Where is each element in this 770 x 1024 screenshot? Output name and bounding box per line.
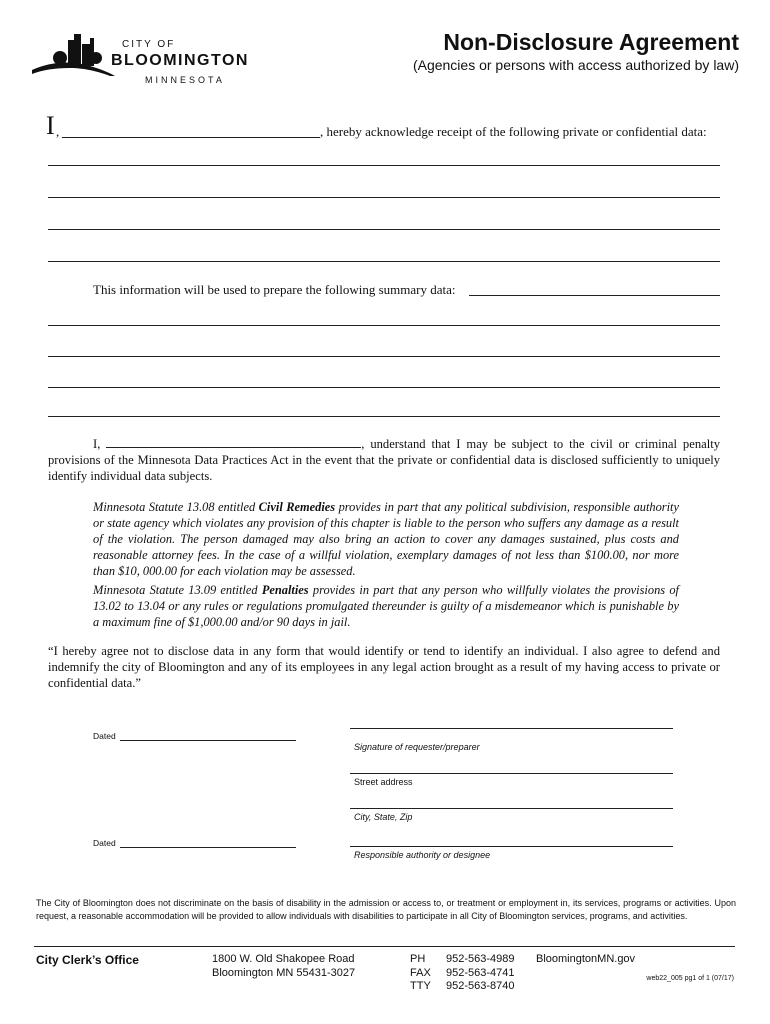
summary-line-4[interactable]: [48, 416, 720, 417]
intro-big-letter: I: [46, 111, 55, 140]
page-subtitle: (Agencies or persons with access authorized by law): [412, 57, 739, 73]
statute-1-bold: Civil Remedies: [258, 500, 336, 514]
statute-2-post: provides in part that any person who willfully violates the provisions of 13.02 to 13.04 or any rules or regulations promulgated thereunder is guilty of a misdemeanor which is punishable by a maximum fine of $1,000.00 and/or 90 days in jail.: [93, 583, 679, 629]
penalty-text: , understand that I may be subject to the civil or criminal penalty provisions of the Minnesota Data Practices Act in the event that the private or confidential data is disclosed sufficiently to uniquely identify individual data subjects.: [48, 437, 721, 483]
signature-field[interactable]: [350, 728, 673, 729]
name-field-2[interactable]: [106, 436, 361, 448]
street-address-field[interactable]: [350, 773, 673, 774]
agreement-quote: “I hereby agree not to disclose data in any form that would identify or tend to identify an individual. I also agree to defend and indemnify the city of Bloomington and any of its employees in any legal action brought as a result of my having access to private or confidential data.”: [48, 644, 720, 690]
statute-2-bold: Penalties: [261, 583, 309, 597]
fax-label: FAX: [410, 966, 431, 979]
phone-number: 952-563-4989: [446, 953, 515, 965]
address-line-2: Bloomington MN 55431-3027: [212, 966, 356, 979]
summary-line-2[interactable]: [48, 356, 720, 357]
statute-2-pre: Minnesota Statute 13.09 entitled: [93, 583, 262, 597]
summary-label: This information will be used to prepare the following summary data:: [93, 282, 456, 297]
summary-line-1[interactable]: [48, 325, 720, 326]
name-field-1[interactable]: [62, 125, 320, 138]
phone-label: PH: [410, 953, 426, 965]
website-link[interactable]: BloomingtonMN.gov: [536, 953, 636, 965]
penalty-prefix: I,: [93, 437, 101, 451]
statute-civil-remedies: [93, 499, 679, 579]
footer-divider: [34, 946, 735, 947]
city-skyline-icon: [30, 32, 120, 82]
summary-field[interactable]: [469, 283, 720, 296]
intro-text: , hereby acknowledge receipt of the following private or confidential data:: [320, 124, 707, 139]
phone-labels: [410, 953, 431, 994]
signature-label: Signature of requester/preparer: [354, 742, 480, 752]
private-data-line-4[interactable]: [48, 261, 720, 262]
private-data-line-1[interactable]: [48, 165, 720, 166]
phone-numbers: [446, 953, 515, 994]
dated-field-2[interactable]: [120, 837, 296, 848]
statute-1-post: provides in part that any political subdivision, responsible authority or state agency which violates any provision of this chapter is liable to the person who suffers any damage as a result of the violation. The person damaged may also bring an action to cover any damages sustained, plus costs and reasonable attorney fees. In the case of a willful violation, exemplary damages of not less than $100.00, nor more than $10, 000.00 for each violation may be assessed.: [93, 500, 679, 578]
private-data-line-2[interactable]: [48, 197, 720, 198]
dated-label-1: Dated: [93, 731, 116, 741]
summary-line-3[interactable]: [48, 387, 720, 388]
dated-field-1[interactable]: [120, 730, 296, 741]
statute-penalties: [93, 582, 679, 630]
penalty-paragraph: [48, 436, 720, 484]
dated-label-2: Dated: [93, 838, 116, 848]
intro-comma: ,: [56, 124, 60, 139]
nondiscrimination-statement: The City of Bloomington does not discriminate on the basis of disability in the admission or access to, or treatment or employment in, its services, programs or activities. Upon request, a reasonable accommodation will be provided to allow individuals with disabilities to participate in all City of Bloomington services, programs, and activities.: [36, 898, 736, 921]
private-data-line-3[interactable]: [48, 229, 720, 230]
responsible-authority-label: Responsible authority or designee: [354, 850, 491, 860]
street-address-label: Street address: [354, 777, 413, 787]
city-state-zip-field[interactable]: [350, 808, 673, 809]
form-id: web22_005 pg1 of 1 (07/17): [646, 975, 734, 982]
tty-number: 952-563-8740: [446, 980, 515, 992]
logo-city-name: BLOOMINGTON: [111, 52, 249, 69]
responsible-authority-field[interactable]: [350, 846, 673, 847]
logo-state: MINNESOTA: [145, 75, 225, 85]
office-address: [212, 953, 355, 980]
statute-1-pre: Minnesota Statute 13.08 entitled: [93, 500, 259, 514]
logo-city-of: CITY OF: [122, 39, 176, 50]
fax-number: 952-563-4741: [446, 966, 515, 979]
city-state-zip-label: City, State, Zip: [354, 812, 413, 822]
tty-label: TTY: [410, 980, 431, 992]
page-title: Non-Disclosure Agreement: [443, 29, 739, 55]
office-name: City Clerk’s Office: [36, 953, 139, 967]
address-line-1: 1800 W. Old Shakopee Road: [212, 953, 355, 965]
